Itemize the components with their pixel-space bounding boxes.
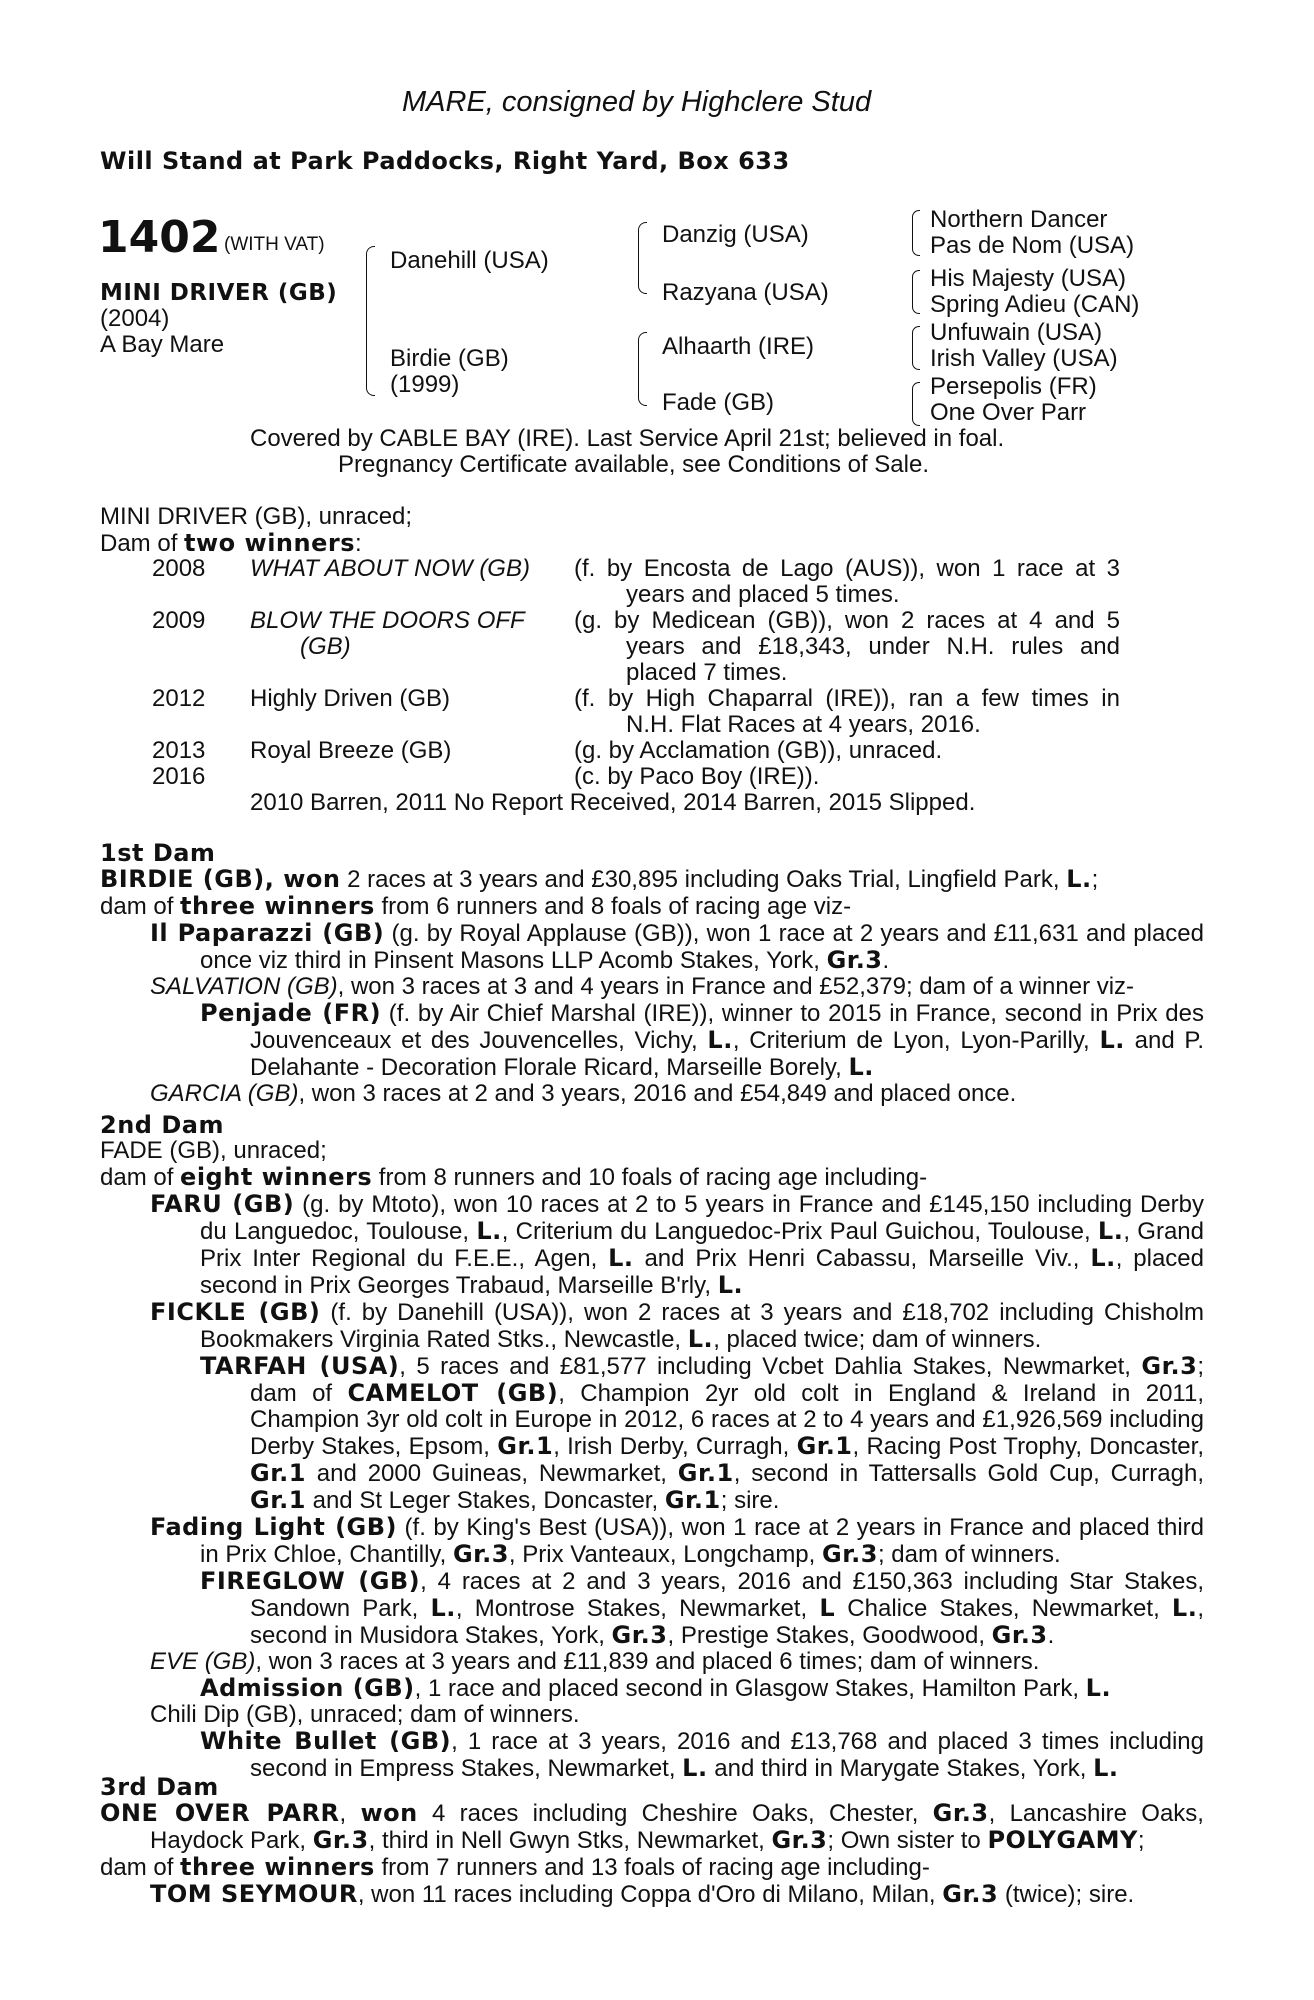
covered-note: Covered by CABLE BAY (IRE). Last Service April 21st; believed in foal. bbox=[250, 425, 1005, 452]
pedigree-dam-dam: Fade (GB) bbox=[662, 389, 775, 416]
produce-detail: (f. by Encosta de Lago (AUS)), won 1 race at 3 bbox=[574, 555, 1120, 582]
dam2-para: TARFAH (USA), 5 races and £81,577 including Vcbet Dahlia Stakes, Newmarket, Gr.3; dam of CAMELOT (GB), Champion 2yr old colt in England & Ireland in 2011, Champion 3yr old colt in Europe in 2012, 6 races at 2 to 4 years and £1,926,569 including Derby Stakes, Epsom, Gr.1, Irish Derby, Curragh, Gr.1, Racing Post Trophy, Doncaster, Gr.1 and 2000 Guineas, Newmarket, Gr.1, second in Tattersalls Gold Cup, Curragh, Gr.1 and St Leger Stakes, Doncaster, Gr.1; sire. bbox=[200, 1352, 1204, 1514]
produce-detail: placed 7 times. bbox=[626, 659, 788, 686]
produce-detail: (g. by Acclamation (GB)), unraced. bbox=[574, 737, 943, 764]
pedigree-sire-dam: Razyana (USA) bbox=[662, 279, 829, 306]
pedigree-dam-sire: Alhaarth (IRE) bbox=[662, 333, 815, 360]
dam1-para: BIRDIE (GB), won 2 races at 3 years and £30,895 including Oaks Trial, Lingfield Park, L.; bbox=[100, 865, 1099, 893]
page-title: MARE, consigned by Highclere Stud bbox=[402, 86, 872, 118]
produce-detail: years and £18,343, under N.H. rules and bbox=[626, 633, 1120, 660]
pedigree-g7: Persepolis (FR) bbox=[930, 373, 1097, 400]
dam2-para: FADE (GB), unraced; bbox=[100, 1137, 327, 1164]
produce-year: 2012 bbox=[152, 685, 206, 712]
pedigree-brace-dam bbox=[638, 332, 647, 406]
dam2-section bbox=[100, 1138, 1204, 1782]
dam3-para: ONE OVER PARR, won 4 races including Cheshire Oaks, Chester, Gr.3, Lancashire Oaks, Haydock Park, Gr.3, third in Nell Gwyn Stks, Newmarket, Gr.3; Own sister to POLYGAMY; bbox=[100, 1799, 1204, 1854]
produce-year: 2008 bbox=[152, 555, 206, 582]
dam2-para: FICKLE (GB) (f. by Danehill (USA)), won 2 races at 3 years and £18,702 including Chisholm Bookmakers Virginia Rated Stks., Newcastle, L., placed twice; dam of winners. bbox=[150, 1298, 1204, 1353]
pedigree-g4: Spring Adieu (CAN) bbox=[930, 291, 1140, 318]
pedigree-g3: His Majesty (USA) bbox=[930, 265, 1127, 292]
dam1-para: GARCIA (GB), won 3 races at 2 and 3 years, 2016 and £54,849 and placed once. bbox=[150, 1080, 1017, 1107]
pedigree-g1: Northern Dancer bbox=[930, 206, 1108, 233]
dam1-heading: 1st Dam bbox=[100, 839, 216, 867]
horse-year: (2004) bbox=[100, 305, 170, 332]
dam1-para: Penjade (FR) (f. by Air Chief Marshal (IRE)), winner to 2015 in France, second in Prix des Jouvenceaux et des Jouvencelles, Vichy, L., Criterium de Lyon, Lyon-Parilly, L. and P. Delahante - Decoration Florale Ricard, Marseille Borely, L. bbox=[200, 999, 1205, 1081]
pregnancy-note: Pregnancy Certificate available, see Conditions of Sale. bbox=[338, 451, 929, 478]
produce-year: 2009 bbox=[152, 607, 206, 634]
pedigree-sire-sire: Danzig (USA) bbox=[662, 221, 809, 248]
dam3-section bbox=[100, 1800, 1204, 1908]
produce-year: 2013 bbox=[152, 737, 206, 764]
produce-year: 2016 bbox=[152, 763, 206, 790]
pedigree-brace-sire bbox=[638, 222, 647, 294]
produce-name: BLOW THE DOORS OFF bbox=[250, 607, 525, 634]
produce-name: (GB) bbox=[300, 633, 351, 660]
produce-name: WHAT ABOUT NOW (GB) bbox=[250, 555, 530, 582]
pedigree-brace-g4 bbox=[912, 382, 920, 426]
pedigree-sire: Danehill (USA) bbox=[390, 247, 549, 274]
dam2-para: FARU (GB) (g. by Mtoto), won 10 races at 2 to 5 years in France and £145,150 including Derby du Languedoc, Toulouse, L., Criterium du Languedoc-Prix Paul Guichou, Toulouse, L., Grand Prix Inter Regional du F.E.E., Agen, L. and Prix Henri Cabassu, Marseille Viv., L., placed second in Prix Georges Trabaud, Marseille B'rly, L. bbox=[150, 1190, 1205, 1299]
produce-detail: (c. by Paco Boy (IRE)). bbox=[574, 763, 820, 790]
produce-barren: 2010 Barren, 2011 No Report Received, 2014 Barren, 2015 Slipped. bbox=[250, 789, 976, 816]
pedigree-g2: Pas de Nom (USA) bbox=[930, 232, 1135, 259]
pedigree-g8: One Over Parr bbox=[930, 399, 1087, 426]
dam2-para: Admission (GB), 1 race and placed second in Glasgow Stakes, Hamilton Park, L. bbox=[200, 1674, 1112, 1702]
lot-number: 1402 bbox=[98, 212, 221, 263]
horse-name: MINI DRIVER (GB) bbox=[100, 280, 338, 306]
produce-dam-of: Dam of two winners: bbox=[100, 529, 362, 557]
vat-note: (WITH VAT) bbox=[224, 234, 325, 255]
dam1-para: SALVATION (GB), won 3 races at 3 and 4 years in France and £52,379; dam of a winner viz- bbox=[150, 973, 1135, 1000]
pedigree-brace-main bbox=[366, 246, 375, 396]
pedigree-g5: Unfuwain (USA) bbox=[930, 319, 1103, 346]
pedigree-dam-year: (1999) bbox=[390, 371, 460, 398]
dam2-para: dam of eight winners from 8 runners and 10 foals of racing age including- bbox=[100, 1163, 928, 1191]
produce-name: Highly Driven (GB) bbox=[250, 685, 451, 712]
horse-description: A Bay Mare bbox=[100, 331, 225, 358]
dam3-para: TOM SEYMOUR, won 11 races including Coppa d'Oro di Milano, Milan, Gr.3 (twice); sire. bbox=[150, 1880, 1135, 1908]
pedigree-brace-g1 bbox=[912, 210, 920, 256]
stable-location: Will Stand at Park Paddocks, Right Yard, Box 633 bbox=[100, 147, 790, 175]
dam3-para: dam of three winners from 7 runners and 13 foals of racing age including- bbox=[100, 1853, 930, 1881]
dam1-para: Il Paparazzi (GB) (g. by Royal Applause (GB)), won 1 race at 2 years and £11,631 and placed once viz third in Pinsent Masons LLP Acomb Stakes, York, Gr.3. bbox=[150, 919, 1204, 974]
dam2-para: White Bullet (GB), 1 race at 3 years, 2016 and £13,768 and placed 3 times including second in Empress Stakes, Newmarket, L. and third in Marygate Stakes, York, L. bbox=[200, 1727, 1204, 1782]
dam2-heading: 2nd Dam bbox=[100, 1111, 224, 1139]
pedigree-g6: Irish Valley (USA) bbox=[930, 345, 1118, 372]
produce-detail: (g. by Medicean (GB)), won 2 races at 4 and 5 bbox=[574, 607, 1120, 634]
produce-intro: MINI DRIVER (GB), unraced; bbox=[100, 503, 413, 530]
dam2-para: Chili Dip (GB), unraced; dam of winners. bbox=[150, 1701, 580, 1728]
pedigree-brace-g2 bbox=[912, 270, 920, 314]
dam1-para: dam of three winners from 6 runners and 8 foals of racing age viz- bbox=[100, 892, 852, 920]
produce-detail: (f. by High Chaparral (IRE)), ran a few times in bbox=[574, 685, 1120, 712]
pedigree-dam: Birdie (GB) bbox=[390, 345, 509, 372]
dam1-section bbox=[100, 866, 1204, 1107]
dam2-para: EVE (GB), won 3 races at 3 years and £11,839 and placed 6 times; dam of winners. bbox=[150, 1648, 1040, 1675]
pedigree-brace-g3 bbox=[912, 326, 920, 370]
produce-name: Royal Breeze (GB) bbox=[250, 737, 452, 764]
produce-detail: years and placed 5 times. bbox=[626, 581, 900, 608]
dam3-heading: 3rd Dam bbox=[100, 1773, 219, 1801]
produce-detail: N.H. Flat Races at 4 years, 2016. bbox=[626, 711, 981, 738]
dam2-para: Fading Light (GB) (f. by King's Best (USA)), won 1 race at 2 years in France and placed third in Prix Chloe, Chantilly, Gr.3, Prix Vanteaux, Longchamp, Gr.3; dam of winners. bbox=[150, 1513, 1204, 1568]
dam2-para: FIREGLOW (GB), 4 races at 2 and 3 years, 2016 and £150,363 including Star Stakes, Sandown Park, L., Montrose Stakes, Newmarket, L Chalice Stakes, Newmarket, L., second in Musidora Stakes, York, Gr.3, Prestige Stakes, Goodwood, Gr.3. bbox=[200, 1567, 1205, 1649]
